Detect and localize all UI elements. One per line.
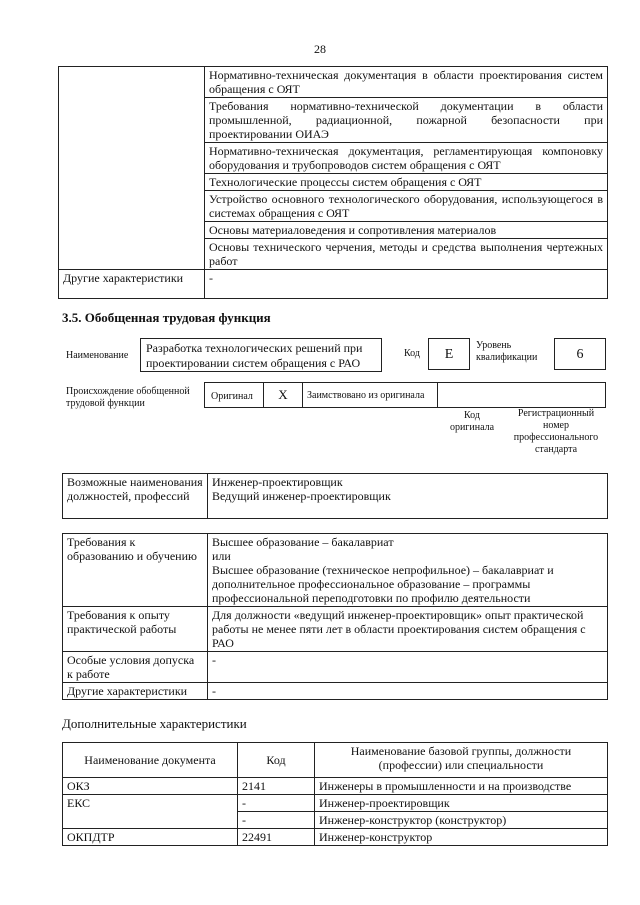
positions-values bbox=[208, 474, 608, 519]
position-item: Ведущий инженер-проектировщик bbox=[212, 489, 391, 503]
req-line: - bbox=[212, 653, 216, 667]
original-label: Оригинал bbox=[211, 391, 253, 402]
table-row bbox=[63, 829, 608, 846]
cell-name: Инженеры в промышленности и на производстве bbox=[315, 778, 608, 795]
section-title: 3.5. Обобщенная трудовая функция bbox=[62, 310, 271, 325]
original-mark: X bbox=[263, 383, 303, 407]
borrowed-label: Заимствовано из оригинала bbox=[307, 390, 425, 401]
code-label: Код bbox=[404, 348, 420, 359]
table-header-row bbox=[63, 743, 608, 778]
function-name: Разработка технологических решений при проектировании систем обращения с РАО bbox=[140, 338, 382, 372]
empty-cell bbox=[59, 67, 205, 270]
knowledge-item: Требования нормативно-технической документации в области промышленной, радиационной, пожарной безопасности при проектировании ОИАЭ bbox=[205, 98, 608, 143]
cell-code: - bbox=[238, 812, 315, 829]
req-line: Высшее образование (техническое непрофильное) – бакалавриат и дополнительное профессиональное образование – программы профессиональной переподготовки по профилю деятельности bbox=[212, 563, 554, 605]
additional-table bbox=[62, 742, 608, 846]
table-row bbox=[63, 474, 608, 519]
knowledge-item: Основы технического черчения, методы и средства выполнения чертежных работ bbox=[205, 239, 608, 270]
page-number: 28 bbox=[314, 42, 326, 56]
req-label: Другие характеристики bbox=[63, 683, 208, 700]
knowledge-item: Нормативно-техническая документация, регламентирующая компоновку оборудования и трубопроводов систем обращения с ОЯТ bbox=[205, 143, 608, 174]
req-label: Особые условия допуска к работе bbox=[63, 652, 208, 683]
cell-code: - bbox=[238, 795, 315, 812]
knowledge-table bbox=[58, 66, 608, 299]
requirements-table bbox=[62, 533, 608, 700]
req-label: Требования к опыту практической работы bbox=[63, 607, 208, 652]
origin-box bbox=[204, 382, 606, 408]
req-line: Для должности «ведущий инженер-проектировщик» опыт практической работы не менее пяти лет в области проектирования систем обращения с РАО bbox=[212, 608, 586, 650]
other-label: Другие характеристики bbox=[59, 270, 205, 299]
positions-label: Возможные наименования должностей, профессий bbox=[63, 474, 208, 519]
function-code: E bbox=[428, 338, 470, 370]
header-name: Наименование базовой группы, должности (профессии) или специальности bbox=[315, 743, 608, 778]
cell-doc: ОКЗ bbox=[63, 778, 238, 795]
positions-table bbox=[62, 473, 608, 519]
req-value bbox=[208, 683, 608, 700]
req-value bbox=[208, 607, 608, 652]
header-code: Код bbox=[238, 743, 315, 778]
req-value bbox=[208, 534, 608, 607]
knowledge-item: Технологические процессы систем обращения с ОЯТ bbox=[205, 174, 608, 191]
origin-label: Происхождение обобщенной трудовой функции bbox=[66, 386, 190, 409]
table-row bbox=[63, 795, 608, 812]
header-doc: Наименование документа bbox=[63, 743, 238, 778]
table-row bbox=[59, 270, 608, 299]
code-original-label: Код оригинала bbox=[449, 410, 495, 433]
cell-doc: ОКПДТР bbox=[63, 829, 238, 846]
table-row bbox=[63, 607, 608, 652]
knowledge-item: Основы материаловедения и сопротивления материалов bbox=[205, 222, 608, 239]
cell-doc: ЕКС bbox=[63, 795, 238, 829]
cell-code: 22491 bbox=[238, 829, 315, 846]
position-item: Инженер-проектировщик bbox=[212, 475, 343, 489]
cell-name: Инженер-конструктор (конструктор) bbox=[315, 812, 608, 829]
other-value: - bbox=[205, 270, 608, 299]
cell-name: Инженер-проектировщик bbox=[315, 795, 608, 812]
cell-name: Инженер-конструктор bbox=[315, 829, 608, 846]
additional-title: Дополнительные характеристики bbox=[62, 716, 247, 731]
reg-number-label: Регистрационный номер профессионального стандарта bbox=[513, 408, 599, 455]
req-line: Высшее образование – бакалавриат bbox=[212, 535, 394, 549]
knowledge-item: Устройство основного технологического оборудования, использующегося в системах обращения с ОЯТ bbox=[205, 191, 608, 222]
req-line: или bbox=[212, 549, 231, 563]
qualification-level: 6 bbox=[554, 338, 606, 370]
req-line: - bbox=[212, 684, 216, 698]
req-label: Требования к образованию и обучению bbox=[63, 534, 208, 607]
divider bbox=[437, 383, 438, 407]
req-value bbox=[208, 652, 608, 683]
table-row bbox=[59, 67, 608, 98]
table-row bbox=[63, 778, 608, 795]
table-row bbox=[63, 534, 608, 607]
knowledge-item: Нормативно-техническая документация в области проектирования систем обращения с ОЯТ bbox=[205, 67, 608, 98]
table-row bbox=[63, 683, 608, 700]
table-row bbox=[63, 652, 608, 683]
name-label: Наименование bbox=[66, 350, 129, 361]
level-label: Уровень квалификации bbox=[476, 340, 538, 363]
cell-code: 2141 bbox=[238, 778, 315, 795]
